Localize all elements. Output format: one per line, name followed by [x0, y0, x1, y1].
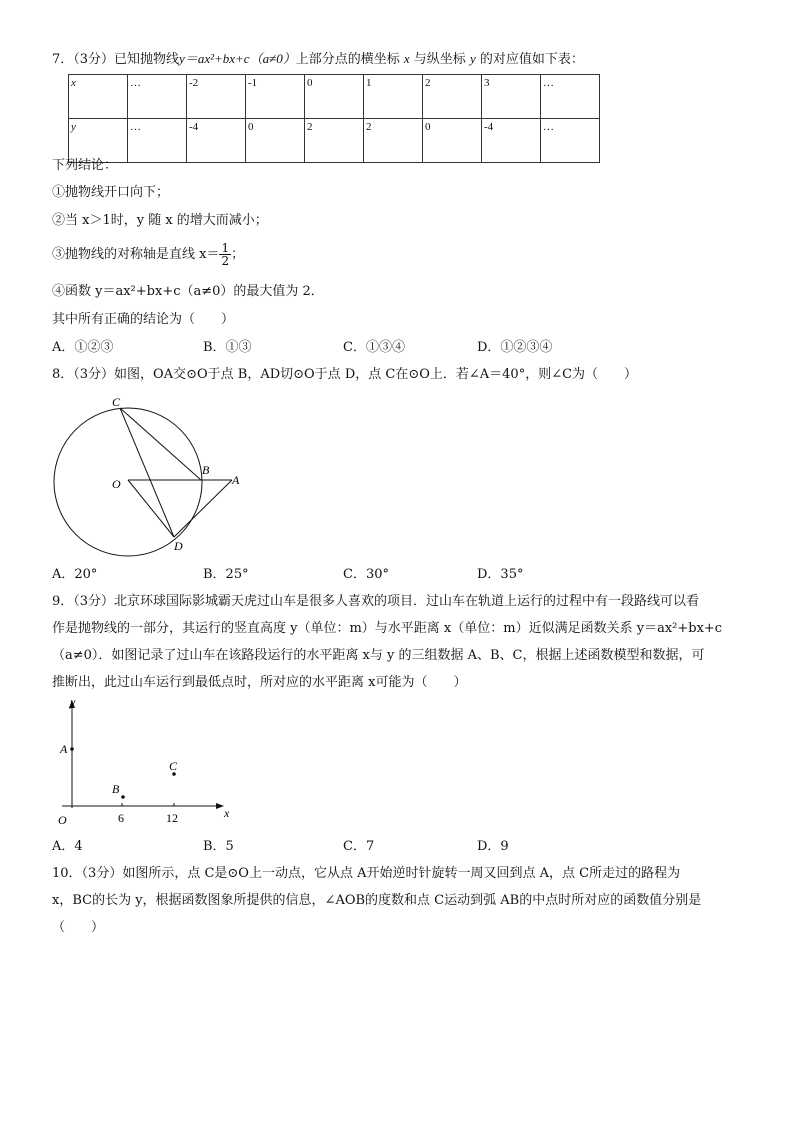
segment-cb	[120, 408, 201, 480]
q7-c3-fraction	[219, 242, 231, 267]
point-a-label: A	[60, 742, 68, 756]
label-b: B	[202, 463, 210, 477]
q9-line-2: 作是抛物线的一部分，其运行的竖直高度 y（单位：m）与水平距离 x（单位：m）近似满足函数关系 y＝ax²+bx+c	[52, 621, 723, 636]
q7-option-d[interactable]: D．①②③④	[477, 340, 553, 355]
circle-o	[54, 408, 202, 556]
label-d: D	[174, 539, 183, 553]
q7-option-a[interactable]: A．①②③	[52, 340, 114, 355]
q7-conclusion-1: ①抛物线开口向下；	[52, 185, 170, 200]
q7-stem-y: y	[469, 51, 476, 66]
table-cell: …	[128, 75, 187, 119]
point-b-label: B	[112, 782, 120, 796]
tick-12-label: 12	[166, 811, 178, 825]
table-cell: 0	[246, 119, 305, 163]
origin-label: O	[58, 813, 67, 827]
segment-ad	[174, 480, 232, 537]
q9-option-d[interactable]: D．9	[477, 839, 509, 854]
q9-line-4: 推断出，此过山车运行到最低点时，所对应的水平距离 x可能为（ ）	[52, 675, 467, 690]
q8-option-d[interactable]: D．35°	[477, 567, 524, 582]
table-cell: 0	[305, 75, 364, 119]
q9-option-b[interactable]: B．5	[203, 839, 234, 854]
point-c-label: C	[169, 759, 178, 773]
q7-option-b[interactable]: B．①③	[203, 340, 252, 355]
q8-option-a[interactable]: A．20°	[52, 567, 98, 582]
segment-od	[128, 480, 174, 537]
label-a: A	[232, 473, 240, 487]
q8-circle-figure	[50, 392, 250, 557]
table-cell: …	[128, 119, 187, 163]
q7-conclusion-3	[52, 240, 244, 270]
q9-line-1: 9．（3分）北京环球国际影城霸天虎过山车是很多人喜欢的项目．过山车在轨道上运行的过程中有一段路线可以看	[52, 594, 700, 609]
table-header-x: x	[69, 75, 128, 119]
table-cell: 3	[482, 75, 541, 119]
q7-conclusion-2: ②当 x＞1时，y 随 x 的增大而减小；	[52, 213, 268, 228]
table-cell: …	[541, 119, 600, 163]
q9-coordinate-graph	[52, 696, 242, 830]
table-cell: 1	[364, 75, 423, 119]
q7-option-c[interactable]: C．①③④	[343, 340, 405, 355]
q8-stem: 8．（3分）如图，OA交⊙O于点 B，AD切⊙O于点 D，点 C在⊙O上．若∠A＝40°，则∠C为（ ）	[52, 367, 638, 382]
label-c: C	[112, 395, 121, 409]
table-cell: 0	[423, 119, 482, 163]
segment-cd	[120, 408, 174, 537]
table-cell: 2	[305, 119, 364, 163]
table-row	[69, 119, 600, 163]
q10-line-3: （ ）	[52, 920, 105, 935]
fraction-numerator: 1	[221, 241, 230, 255]
point-a	[70, 747, 74, 751]
table-row	[69, 75, 600, 119]
q7-stem-c: 与纵坐标	[413, 52, 466, 67]
q9-line-3: （a≠0）．如图记录了过山车在该路段运行的水平距离 x与 y 的三组数据 A、B、C，根据上述函数模型和数据，可	[52, 648, 705, 663]
q7-conclusion-4: ④函数 y＝ax²+bx+c（a≠0）的最大值为 2．	[52, 284, 324, 299]
q7-stem	[52, 50, 584, 69]
label-o: O	[112, 477, 121, 491]
point-b	[121, 795, 125, 799]
q7-question: 其中所有正确的结论为（ ）	[52, 312, 235, 327]
q8-option-b[interactable]: B．25°	[203, 567, 249, 582]
q10-line-2: x，BC的长为 y，根据函数图象所提供的信息，∠AOB的度数和点 C运动到弧 AB的中点时所对应的函数值分别是	[52, 893, 702, 908]
table-cell: -4	[482, 119, 541, 163]
x-axis-arrow	[216, 803, 224, 809]
fraction-denominator: 2	[221, 254, 230, 268]
q7-c3-text: ③抛物线的对称轴是直线 x＝	[52, 247, 220, 262]
q7-intro: 下列结论：	[52, 158, 118, 173]
table-cell: …	[541, 75, 600, 119]
q7-stem-d: 的对应值如下表：	[479, 52, 584, 67]
y-axis-label: y	[70, 696, 76, 709]
table-cell: 2	[364, 119, 423, 163]
q7-value-table	[68, 74, 600, 163]
table-header-y: y	[69, 119, 128, 163]
x-axis-label: x	[224, 806, 230, 820]
q10-line-1: 10．（3分）如图所示，点 C是⊙O上一动点，它从点 A开始逆时针旋转一周又回到点 A，点 C所走过的路程为	[52, 866, 681, 881]
table-cell: 2	[423, 75, 482, 119]
table-cell: -4	[187, 119, 246, 163]
q7-stem-formula: y＝ax²+bx+c（a≠0）	[179, 51, 296, 66]
q9-option-a[interactable]: A．4	[52, 839, 83, 854]
table-cell: -2	[187, 75, 246, 119]
tick-6-label: 6	[118, 811, 124, 825]
q7-stem-a: 7．（3分）已知抛物线	[52, 52, 180, 67]
q7-stem-x: x	[403, 51, 410, 66]
q9-option-c[interactable]: C．7	[343, 839, 375, 854]
q8-option-c[interactable]: C．30°	[343, 567, 389, 582]
table-cell: -1	[246, 75, 305, 119]
q7-c3-post: ；	[231, 247, 245, 262]
q7-stem-b: 上部分点的横坐标	[295, 52, 400, 67]
